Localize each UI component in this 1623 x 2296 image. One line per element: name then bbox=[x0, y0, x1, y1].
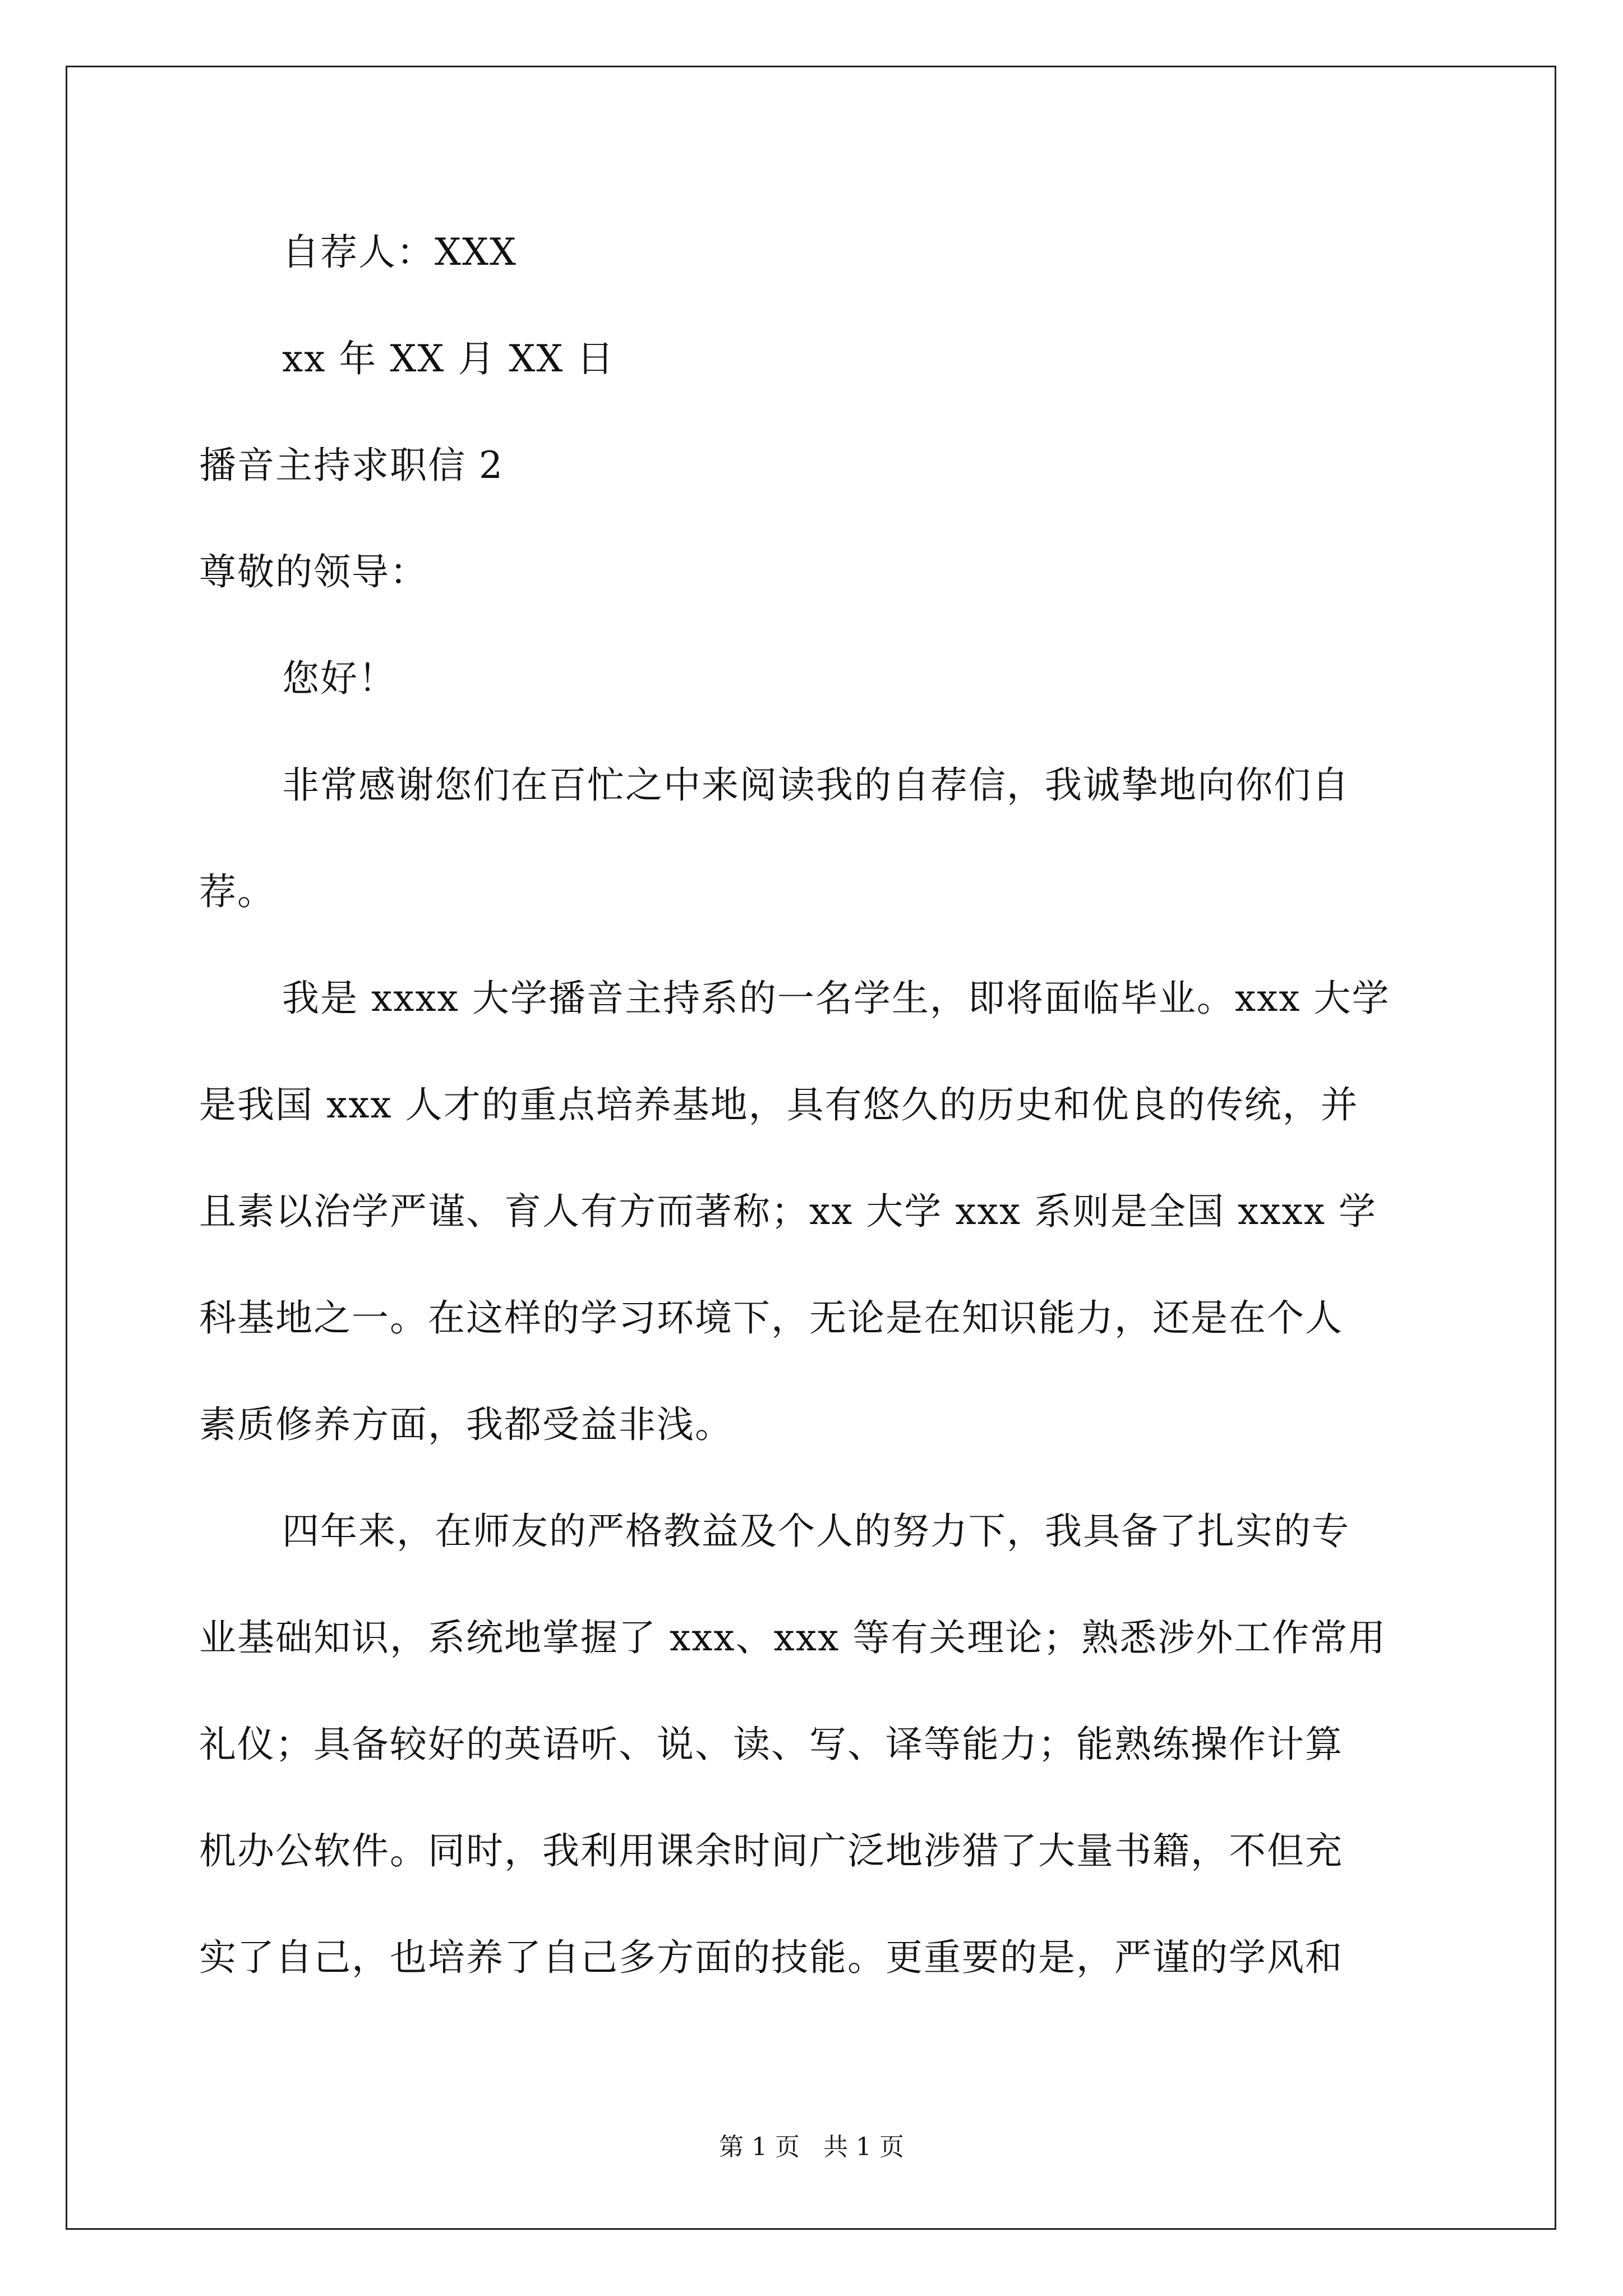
paragraph-line: 是我国 xxx 人才的重点培养基地，具有悠久的历史和优良的传统，并 bbox=[199, 1083, 1359, 1126]
paragraph-line: 且素以治学严谨、育人有方而著称；xx 大学 xxx 系则是全国 xxxx 学 bbox=[199, 1190, 1377, 1233]
paragraph-line: 荐。 bbox=[199, 870, 275, 913]
date-line: xx 年 XX 月 XX 日 bbox=[282, 337, 615, 380]
page-total: 共 1 页 bbox=[823, 2133, 904, 2161]
paragraph-line: 业基础知识，系统地掌握了 xxx、xxx 等有关理论；熟悉涉外工作常用 bbox=[199, 1616, 1387, 1659]
page-footer bbox=[0, 2131, 1623, 2164]
paragraph-line: 我是 xxxx 大学播音主持系的一名学生，即将面临毕业。xxx 大学 bbox=[282, 977, 1390, 1020]
paragraph-line: 礼仪；具备较好的英语听、说、读、写、译等能力；能熟练操作计算 bbox=[199, 1723, 1343, 1766]
letter-title: 播音主持求职信 2 bbox=[199, 444, 504, 487]
paragraph-line: 实了自己，也培养了自己多方面的技能。更重要的是，严谨的学风和 bbox=[199, 1936, 1343, 1979]
paragraph-line: 四年来，在师友的严格教益及个人的努力下，我具备了扎实的专 bbox=[282, 1510, 1350, 1553]
paragraph-line: 科基地之一。在这样的学习环境下，无论是在知识能力，还是在个人 bbox=[199, 1296, 1343, 1340]
page-number: 第 1 页 bbox=[719, 2133, 800, 2161]
paragraph-line: 机办公软件。同时，我利用课余时间广泛地涉猎了大量书籍，不但充 bbox=[199, 1829, 1343, 1872]
paragraph-line: 素质修养方面，我都受益非浅。 bbox=[199, 1403, 733, 1446]
paragraph-line: 非常感谢您们在百忙之中来阅读我的自荐信，我诚挚地向你们自 bbox=[282, 763, 1350, 807]
signature-line: 自荐人：XXX bbox=[282, 231, 517, 274]
salutation: 尊敬的领导： bbox=[199, 550, 428, 593]
page-border bbox=[66, 66, 1556, 2230]
greeting: 您好！ bbox=[282, 657, 396, 700]
